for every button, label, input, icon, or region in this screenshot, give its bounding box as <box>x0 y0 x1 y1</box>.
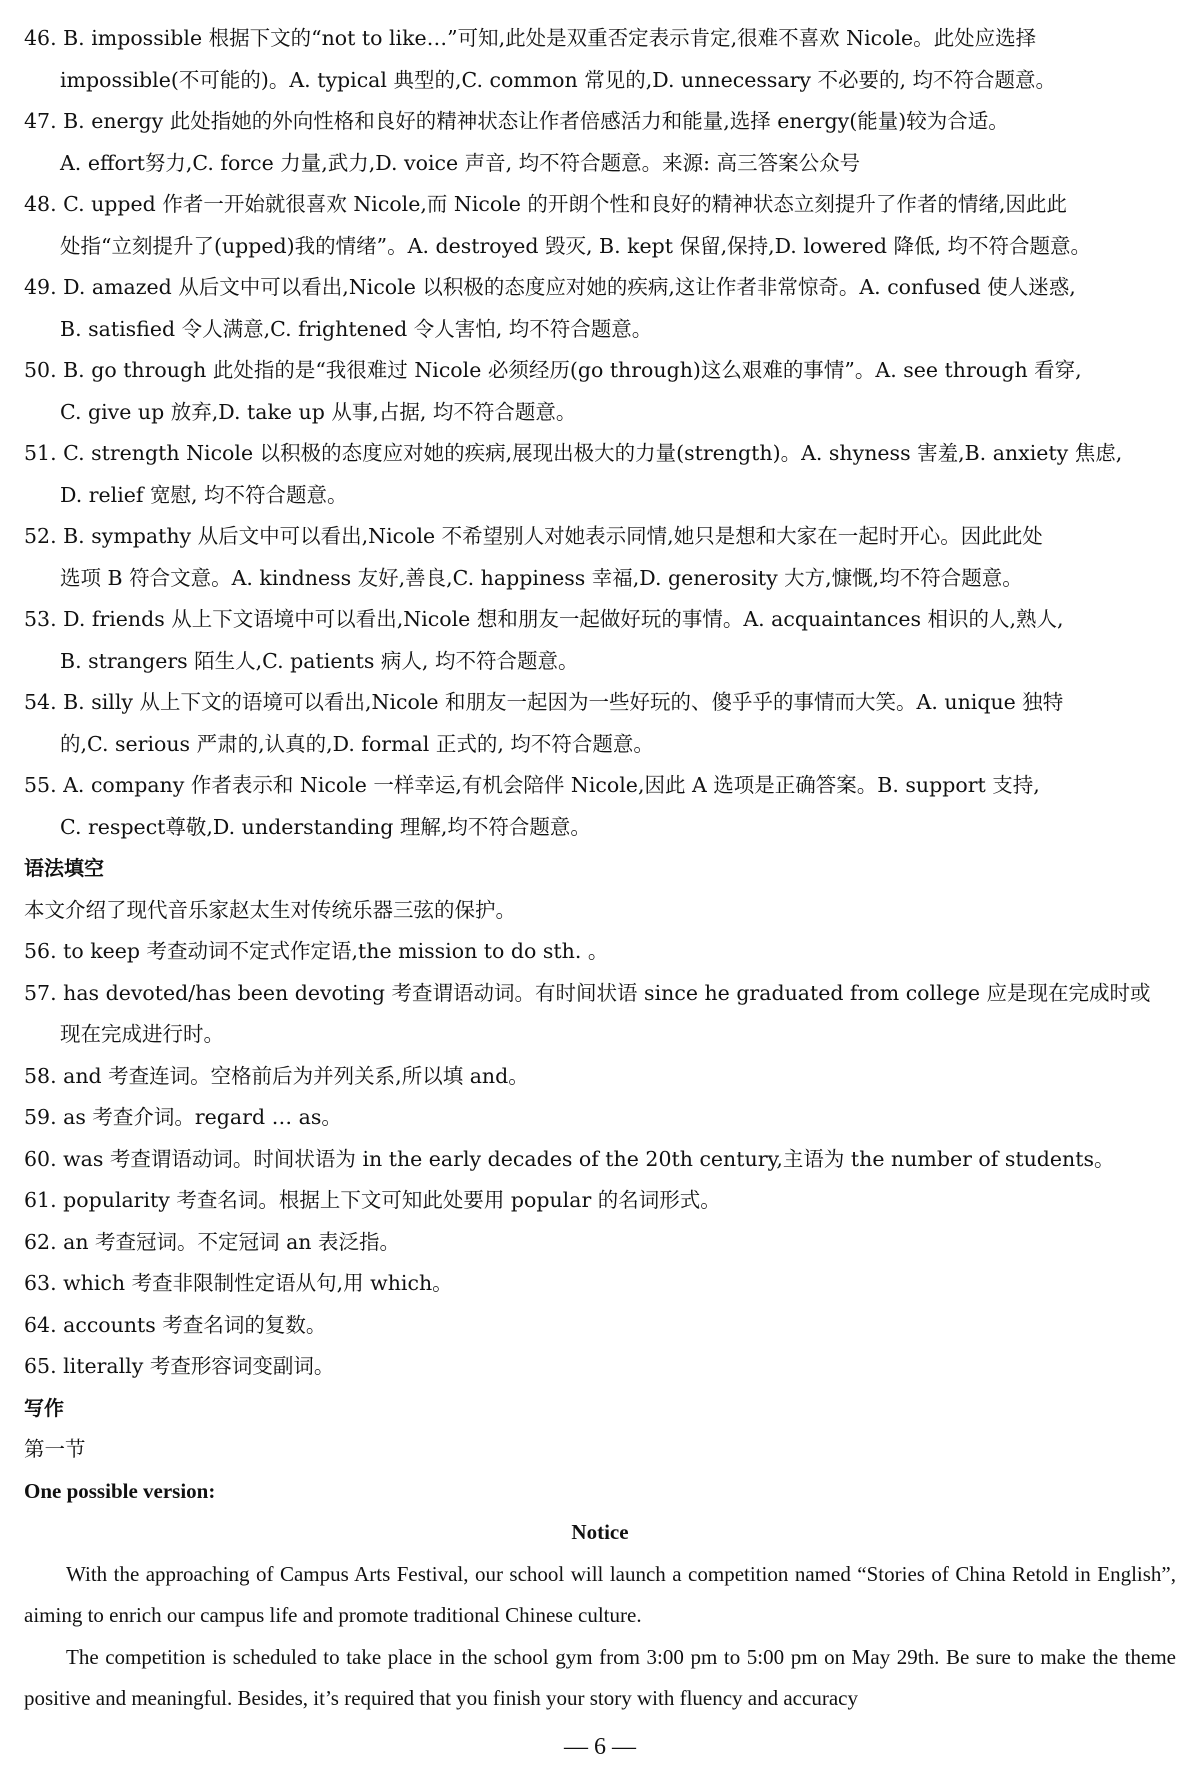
answer-item-54: 54. B. silly 从上下文的语境可以看出,Nicole 和朋友一起因为一些好玩的、傻乎乎的事情而大笑。A. unique 独特 的,C. serious 严肃的,认真的,D. formal 正式的, 均不符合题意。 <box>24 690 1064 756</box>
answer-item-58: 58. and 考查连词。空格前后为并列关系,所以填 and。 <box>24 1063 529 1088</box>
writing-section <box>24 1388 1176 1720</box>
answer-item-53: 53. D. friends 从上下文语境中可以看出,Nicole 想和朋友一起做好玩的事情。A. acquaintances 相识的人,熟人, B. strangers 陌生人,C. patients 病人, 均不符合题意。 <box>24 607 1064 673</box>
section-heading-grammar: 语法填空 <box>24 856 104 880</box>
answer-item-47: 47. B. energy 此处指她的外向性格和良好的精神状态让作者倍感活力和能量,选择 energy(能量)较为合适。 A. effort努力,C. force 力量,武力,D. voice 声音, 均不符合题意。来源: 高三答案公众号 <box>24 109 1009 175</box>
page-number: — 6 — <box>564 1734 636 1760</box>
answer-item-49: 49. D. amazed 从后文中可以看出,Nicole 以积极的态度应对她的疾病,这让作者非常惊奇。A. confused 使人迷惑, B. satisfied 令人满意,C. frightened 令人害怕, 均不符合题意。 <box>24 275 1076 341</box>
answer-item-55: 55. A. company 作者表示和 Nicole 一样幸运,有机会陪伴 Nicole,因此 A 选项是正确答案。B. support 支持, C. respect尊敬,D. understanding 理解,均不符合题意。 <box>24 773 1040 839</box>
answer-item-48: 48. C. upped 作者一开始就很喜欢 Nicole,而 Nicole 的开朗个性和良好的精神状态立刻提升了作者的情绪,因此此 处指“立刻提升了(upped)我的情绪”。A. destroyed 毁灭, B. kept 保留,保持,D. lowered 降低, 均不符合题意。 <box>24 192 1092 258</box>
notice-paragraph-1: With the approaching of Campus Arts Festival, our school will launch a competition named “Stories of China Retold in English”, aiming to enrich our campus life and promote traditional Chinese culture. <box>24 1561 1176 1627</box>
answer-item-46: 46. B. impossible 根据下文的“not to like…”可知,此处是双重否定表示肯定,很难不喜欢 Nicole。此处应选择 impossible(不可能的)。A. typical 典型的,C. common 常见的,D. unnecessary 不必要的, 均不符合题意。 <box>24 26 1057 92</box>
notice-paragraph-2: The competition is scheduled to take place in the school gym from 3:00 pm to 5:00 pm on May 29th. Be sure to make the theme positive and meaningful. Besides, it’s required that you finish your story with fluency and accuracy <box>24 1644 1176 1710</box>
answer-item-51: 51. C. strength Nicole 以积极的态度应对她的疾病,展现出极大的力量(strength)。A. shyness 害羞,B. anxiety 焦虑, D. relief 宽慰, 均不符合题意。 <box>24 441 1123 507</box>
answer-item-59: 59. as 考查介词。regard … as。 <box>24 1105 342 1129</box>
answer-item-57: 57. has devoted/has been devoting 考查谓语动词。有时间状语 since he graduated from college 应是现在完成时或 现在完成进行时。 <box>24 980 1151 1046</box>
answer-item-56: 56. to keep 考查动词不定式作定语,the mission to do sth. 。 <box>24 939 609 963</box>
version-label: One possible version: <box>24 1478 216 1503</box>
writing-subsection: 第一节 <box>24 1437 86 1461</box>
notice-title: Notice <box>571 1520 629 1544</box>
document-page <box>24 18 1176 1720</box>
section-heading-writing: 写作 <box>24 1395 64 1420</box>
answer-item-63: 63. which 考查非限制性定语从句,用 which。 <box>24 1271 453 1295</box>
answer-item-60: 60. was 考查谓语动词。时间状语为 in the early decades of the 20th century,主语为 the number of students。 <box>24 1146 1115 1171</box>
grammar-intro: 本文介绍了现代音乐家赵太生对传统乐器三弦的保护。 <box>24 897 516 922</box>
answer-item-50: 50. B. go through 此处指的是“我很难过 Nicole 必须经历(go through)这么艰难的事情”。A. see through 看穿, C. give up 放弃,D. take up 从事,占据, 均不符合题意。 <box>24 358 1082 424</box>
answer-item-62: 62. an 考查冠词。不定冠词 an 表泛指。 <box>24 1229 401 1254</box>
answer-item-64: 64. accounts 考查名词的复数。 <box>24 1312 327 1337</box>
answer-item-61: 61. popularity 考查名词。根据上下文可知此处要用 popular 的名词形式。 <box>24 1188 721 1212</box>
grammar-section <box>24 848 1176 1388</box>
vocab-answers <box>24 18 1176 848</box>
answer-item-65: 65. literally 考查形容词变副词。 <box>24 1354 335 1378</box>
answer-item-52: 52. B. sympathy 从后文中可以看出,Nicole 不希望别人对她表示同情,她只是想和大家在一起时开心。因此此处 选项 B 符合文意。A. kindness 友好,善良,C. happiness 幸福,D. generosity 大方,慷慨,均不符合题意。 <box>24 524 1043 590</box>
